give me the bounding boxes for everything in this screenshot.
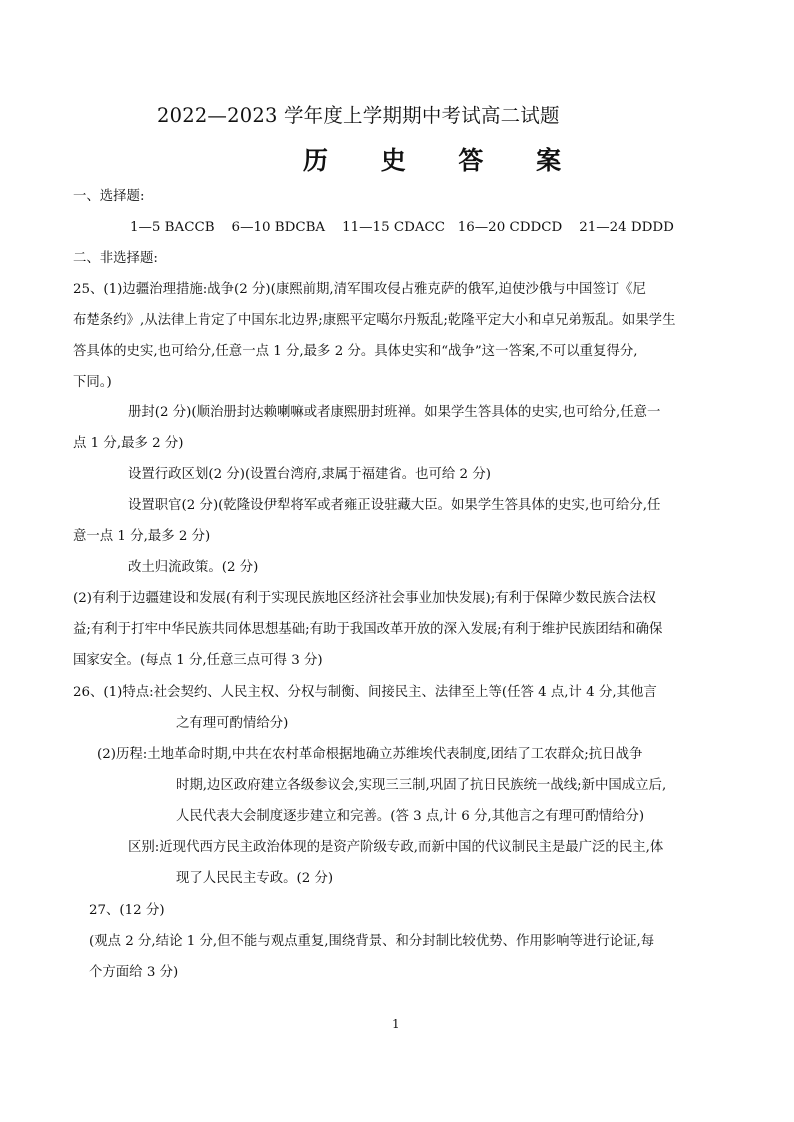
q25-line: 25、(1)边疆治理措施:战争(2 分)(康熙前期,清军围攻侵占雅克萨的俄军,迫使沙俄与中国签订《尼 <box>73 282 646 297</box>
section-heading-choice: 一、选择题: <box>73 189 145 204</box>
q26-line: (2)历程:土地革命时期,中共在农村革命根据地确立苏维埃代表制度,团结了工农群众;抗日战争 <box>97 747 643 762</box>
q25-line: 设置行政区划(2 分)(设置台湾府,隶属于福建省。也可给 2 分) <box>128 467 491 482</box>
q26-line: 之有理可酌情给分) <box>176 716 289 731</box>
q26-line: 时期,边区政府建立各级参议会,实现三三制,巩固了抗日民族统一战线;新中国成立后, <box>176 778 667 793</box>
q27-line: 个方面给 3 分) <box>89 965 179 980</box>
q25-part2-line: 益;有利于打牢中华民族共同体思想基础;有助于我国改革开放的深入发展;有利于维护民族团结和确保 <box>73 622 663 637</box>
q25-line: 设置职官(2 分)(乾隆设伊犁将军或者雍正设驻藏大臣。如果学生答具体的史实,也可给分,任 <box>128 498 661 513</box>
subject-title: 历 史 答 案 <box>303 146 584 175</box>
q26-line: 26、(1)特点:社会契约、人民主权、分权与制衡、间接民主、法律至上等(任答 4 点,计 4 分,其他言 <box>73 685 657 700</box>
q25-line: 答具体的史实,也可给分,任意一点 1 分,最多 2 分。具体史实和“战争”这一答案,不可以重复得分, <box>73 344 638 359</box>
choice-answers: 1—5 BACCB 6—10 BDCBA 11—15 CDACC 16—20 CDDCD 21—24 DDDD <box>130 220 674 235</box>
q25-line: 下同。) <box>73 375 112 390</box>
q25-line: 布楚条约》,从法律上肯定了中国东北边界;康熙平定噶尔丹叛乱;乾隆平定大小和卓兄弟叛乱。如果学生 <box>73 313 676 328</box>
q25-line: 改土归流政策。(2 分) <box>128 560 259 575</box>
exam-title: 2022—2023 学年度上学期期中考试高二试题 <box>157 104 560 127</box>
q25-part2-line: (2)有利于边疆建设和发展(有利于实现民族地区经济社会事业加快发展);有利于保障少数民族合法权 <box>73 591 656 606</box>
q25-line: 册封(2 分)(顺治册封达赖喇嘛或者康熙册封班禅。如果学生答具体的史实,也可给分,任意一 <box>128 405 661 420</box>
q26-line: 区别:近现代西方民主政治体现的是资产阶级专政,而新中国的代议制民主是最广泛的民主,体 <box>128 840 664 855</box>
q27-line: 27、(12 分) <box>89 903 165 918</box>
q25-part2-line: 国家安全。(每点 1 分,任意三点可得 3 分) <box>73 653 323 668</box>
q26-line: 现了人民民主专政。(2 分) <box>176 871 334 886</box>
page-number: 1 <box>392 1017 400 1031</box>
section-heading-nonchoice: 二、非选择题: <box>73 251 158 266</box>
q25-line: 意一点 1 分,最多 2 分) <box>73 529 211 544</box>
q27-line: (观点 2 分,结论 1 分,但不能与观点重复,围绕背景、和分封制比较优势、作用影响等进行论证,每 <box>89 934 655 949</box>
q26-line: 人民代表大会制度逐步建立和完善。(答 3 点,计 6 分,其他言之有理可酌情给分) <box>176 809 645 824</box>
q25-line: 点 1 分,最多 2 分) <box>73 436 184 451</box>
